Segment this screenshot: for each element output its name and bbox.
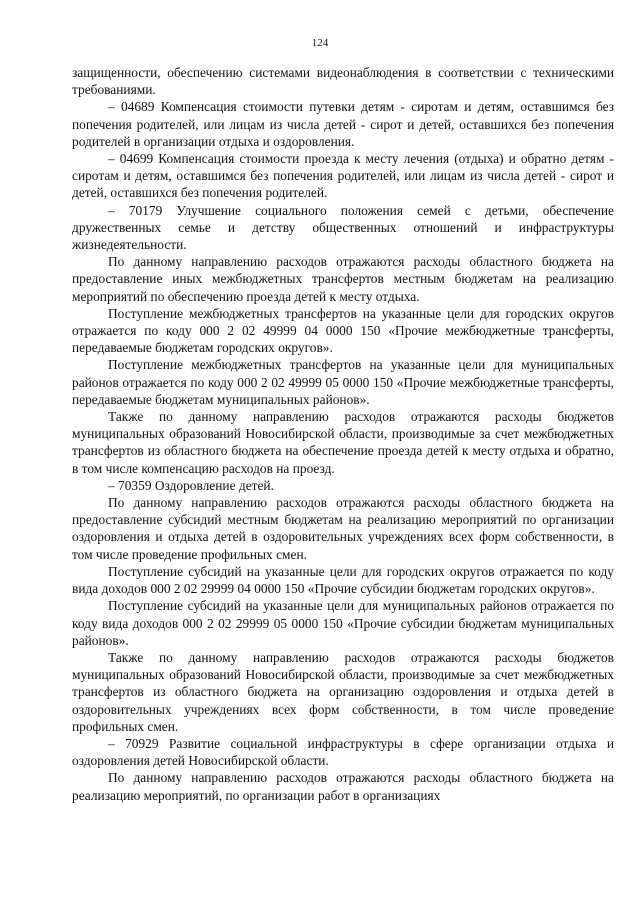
paragraph: – 70179 Улучшение социального положения семей с детьми, обеспечение дружественных семье и детству общественных отношений и инфраструктуры жизнедеятельности. [72,202,614,253]
paragraph: Поступление межбюджетных трансфертов на указанные цели для муниципальных районов отражается по коду 000 2 02 49999 05 0000 150 «Прочие межбюджетные трансферты, передаваемые бюджетам муниципальных районов». [72,357,614,407]
paragraph: Поступление межбюджетных трансфертов на указанные цели для городских округов отражается по коду 000 2 02 49999 04 0000 150 «Прочие межбюджетные трансферты, передаваемые бюджетам городских округов». [72,305,614,356]
paragraph: По данному направлению расходов отражаются расходы областного бюджета на предоставление субсидий местным бюджетам на реализацию мероприятий по организации оздоровления и отдыха детей в оздоровительных учреждениях всех форм собственности, в том числе проведение профильных смен. [72,495,614,562]
document-body [72,64,614,804]
paragraph: По данному направлению расходов отражаются расходы областного бюджета на предоставление иных межбюджетных трансфертов местным бюджетам на реализацию мероприятий по обеспечению проезда детей к месту отдыха. [72,254,614,304]
paragraph: Поступление субсидий на указанные цели для муниципальных районов отражается по коду вида доходов 000 2 02 29999 05 0000 150 «Прочие субсидии бюджетам муниципальных районов». [72,598,614,648]
paragraph: Также по данному направлению расходов отражаются расходы бюджетов муниципальных образований Новосибирской области, производимые за счет межбюджетных трансфертов из областного бюджета на организацию оздоровления и отдыха детей в оздоровительных учреждениях всех форм собственности, в том числе проведение профильных смен. [72,649,614,734]
page-number: 124 [311,37,329,49]
paragraph: По данному направлению расходов отражаются расходы областного бюджета на реализацию мероприятий, по организации работ в организациях [72,770,614,803]
paragraph: Также по данному направлению расходов отражаются расходы бюджетов муниципальных образований Новосибирской области, производимые за счет межбюджетных трансфертов из областного бюджета на обеспечение проезда детей к месту отдыха и обратно, в том числе компенсацию расходов на проезд. [72,409,614,476]
paragraph: – 70929 Развитие социальной инфраструктуры в сфере организации отдыха и оздоровления детей Новосибирской области. [72,735,614,769]
paragraph: – 04689 Компенсация стоимости путевки детям - сиротам и детям, оставшимся без попечения родителей, или лицам из числа детей - сирот и детей, оставшихся без попечения родителей в организации отдыха и оздоровления. [72,99,614,149]
paragraph: Поступление субсидий на указанные цели для городских округов отражается по коду вида доходов 000 2 02 29999 04 0000 150 «Прочие субсидии бюджетам городских округов». [72,563,614,597]
paragraph: – 70359 Оздоровление детей. [108,477,274,493]
paragraph: – 04699 Компенсация стоимости проезда к месту лечения (отдыха) и обратно детям - сиротам и детям, оставшимся без попечения родителей, или лицам из числа детей - сирот и детей, оставшихся без попечения родителей. [72,151,614,201]
paragraph: защищенности, обеспечению системами видеонаблюдения в соответствии с техническими требованиями. [72,65,614,98]
